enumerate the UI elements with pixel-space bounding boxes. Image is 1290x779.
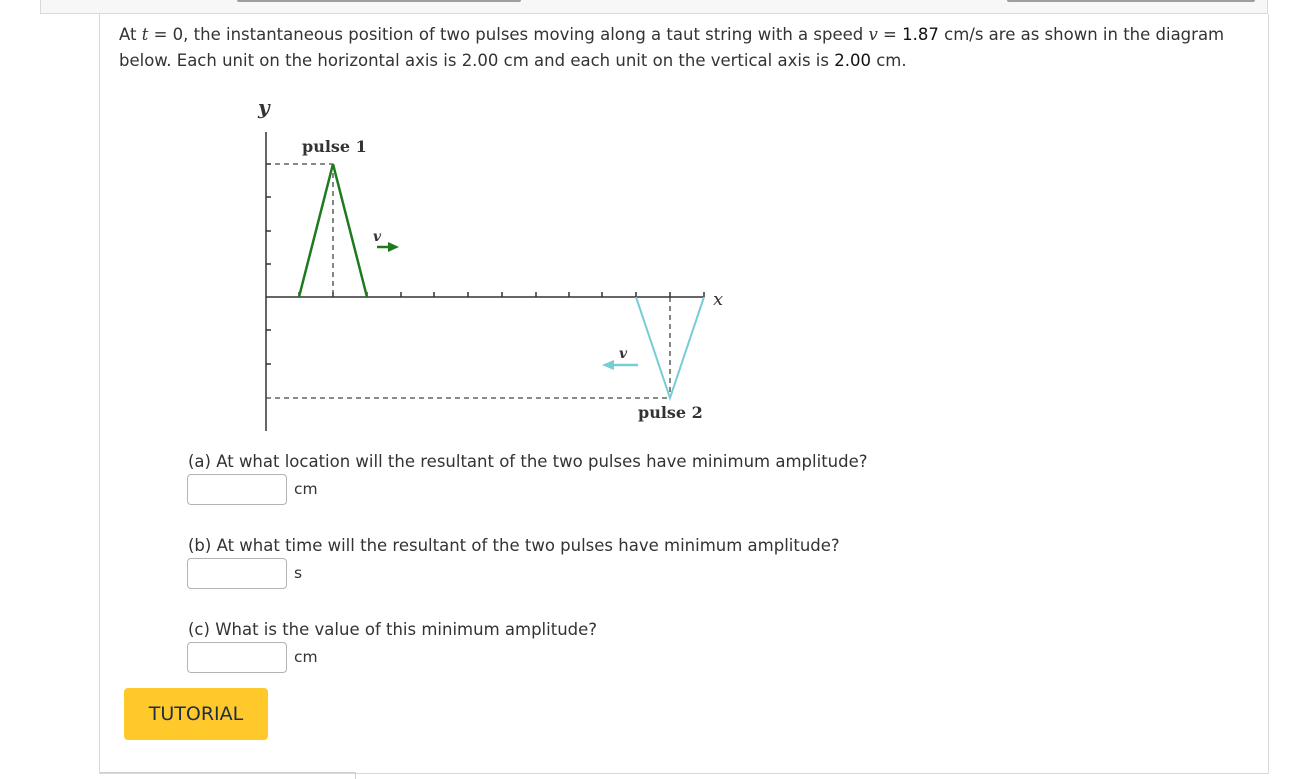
- velocity-label-2: v: [619, 346, 628, 362]
- tutorial-button[interactable]: TUTORIAL: [124, 688, 268, 740]
- question-c: (c) What is the value of this minimum amplitude?: [188, 620, 598, 639]
- x-axis-label: x: [713, 289, 724, 310]
- unit-label-b: s: [294, 564, 303, 582]
- question-b: (b) At what time will the resultant of the two pulses have minimum amplitude?: [188, 536, 840, 555]
- problem-text-5: cm.: [870, 51, 907, 70]
- problem-text-3: =: [877, 25, 903, 44]
- answer-input-c[interactable]: [187, 642, 287, 673]
- answer-row-b: [187, 558, 302, 589]
- unit-label-a: cm: [294, 480, 318, 498]
- answer-row-a: [187, 474, 318, 505]
- pulse-1-label: pulse 1: [302, 137, 367, 156]
- v-variable: v: [868, 25, 878, 44]
- top-tab-2[interactable]: [349, 0, 521, 2]
- unit-label-c: cm: [294, 648, 318, 666]
- pulse-diagram: [240, 90, 740, 435]
- top-tab-3[interactable]: [1007, 0, 1255, 2]
- top-tab-1[interactable]: [237, 0, 363, 2]
- velocity-label-1: v: [373, 229, 382, 245]
- problem-text-2: = 0, the instantaneous position of two pulses moving along a taut string with a speed: [148, 25, 869, 44]
- answer-input-a[interactable]: [187, 474, 287, 505]
- question-a: (a) At what location will the resultant of the two pulses have minimum amplitude?: [188, 452, 868, 471]
- answer-row-c: [187, 642, 318, 673]
- vertical-unit-value: 2.00: [834, 51, 871, 70]
- top-tab-bar: [40, 0, 1268, 14]
- y-axis-label: y: [258, 95, 270, 119]
- problem-statement: [119, 22, 1229, 74]
- speed-value: 1.87: [902, 25, 939, 44]
- problem-text-4: cm/s are as shown in the diagram below. Each unit on the horizontal axis is 2.00 cm and each unit on the vertical axis is: [119, 25, 1225, 70]
- problem-text-1: At: [119, 25, 142, 44]
- pulse-2-label: pulse 2: [638, 403, 703, 422]
- t-variable: t: [141, 25, 149, 44]
- answer-input-b[interactable]: [187, 558, 287, 589]
